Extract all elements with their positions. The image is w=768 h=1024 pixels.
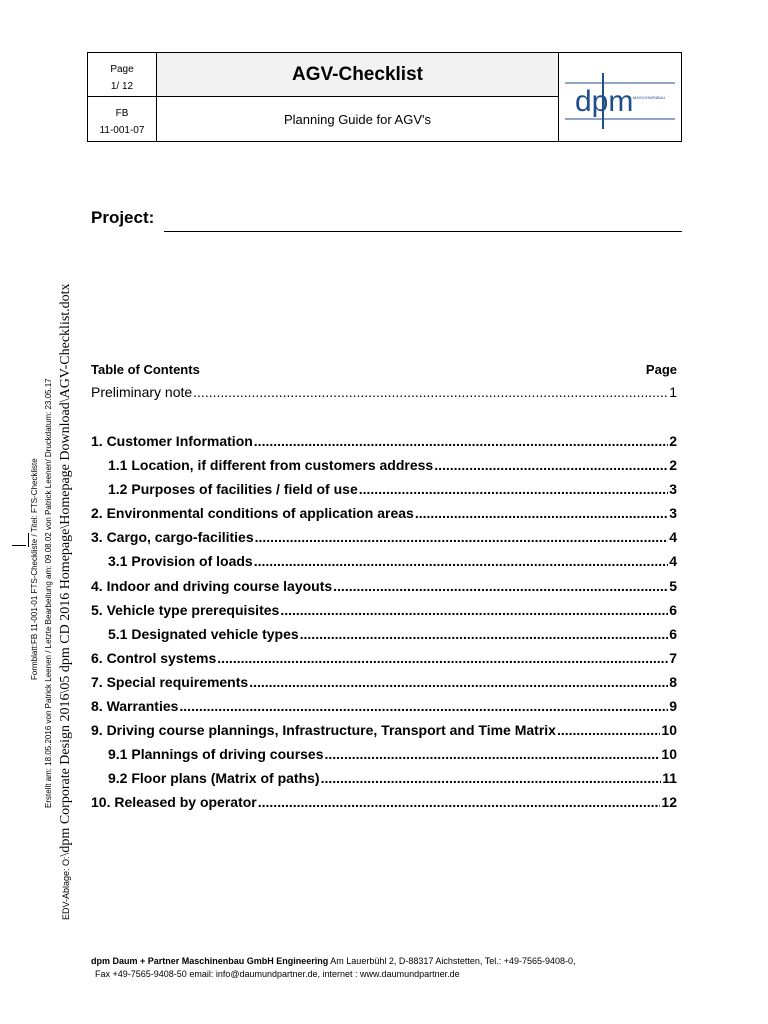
toc-entry[interactable]: 5.1 Designated vehicle types ..... 6 [91, 626, 677, 646]
side-path-prefix: EDV-Ablage: O: [61, 856, 71, 920]
toc-entry[interactable]: 1.1 Location, if different from customers address ..... 2 [91, 457, 677, 477]
toc-title: Table of Contents [91, 362, 200, 377]
toc-entry[interactable]: 1.2 Purposes of facilities / field of use ..... 3 [91, 481, 677, 501]
margin-mark [28, 533, 29, 547]
toc-entry[interactable]: 8. Warranties ..... 9 [91, 698, 677, 718]
footer-line-1 [91, 955, 691, 968]
company-logo [559, 53, 681, 141]
toc-entry[interactable]: 6. Control systems ..... 7 [91, 650, 677, 670]
form-number: 11-001-07 [99, 125, 145, 136]
side-note-created: Erstellt am: 18.05.2016 von Patrick Leenen / Letzte Bearbeitung am: 09.08.02 von Patrick Leenen/ Druckdatum: 23.05.17 [44, 378, 53, 808]
toc-entry[interactable]: 3.1 Provision of loads ..... 4 [91, 553, 677, 573]
toc-entry[interactable]: 4. Indoor and driving course layouts ..... 5 [91, 578, 677, 598]
document-subtitle: Planning Guide for AGV's [157, 97, 559, 141]
form-label: FB [115, 108, 129, 119]
toc-entry[interactable]: 9.1 Plannings of driving courses ..... 10 [91, 746, 677, 766]
footer-contact: Fax +49-7565-9408-50 email: info@daumundpartner.de, internet : www.daumundpartner.de [95, 969, 460, 979]
dpm-logo-icon [565, 71, 675, 131]
footer-company: dpm Daum + Partner Maschinenbau GmbH Engineering [91, 956, 329, 966]
logo-wordmark: dpm [575, 85, 634, 118]
toc-entry[interactable]: 1. Customer Information ..... 2 [91, 433, 677, 453]
toc-entry[interactable]: 10. Released by operator ..... 12 [91, 794, 677, 814]
side-note-path [58, 283, 74, 920]
toc-entry[interactable]: 7. Special requirements ..... 8 [91, 674, 677, 694]
page-label: Page [110, 64, 134, 75]
footer-address: Am Lauerbühl 2, D-88317 Aichstetten, Tel.: +49-7565-9408-0, [328, 956, 576, 966]
page-cell [88, 53, 157, 97]
document-header [87, 52, 682, 142]
toc-entry[interactable]: 9.2 Floor plans (Matrix of paths) ..... 11 [91, 770, 677, 790]
toc-heading [91, 362, 677, 377]
toc-entry[interactable]: Preliminary note ..... 1 [91, 384, 677, 404]
project-label: Project: [91, 208, 155, 227]
side-path: \dpm Corporate Design 2016\05 dpm CD 2016 Homepage\Homepage Download\AGV-Checklist.dotx [58, 283, 73, 857]
document-footer [91, 955, 691, 981]
side-note-form: Formblatt:FB 11-001-01 FTS-Checkliste / Titel: FTS-Checkliste [30, 458, 39, 680]
toc-entry[interactable]: 5. Vehicle type prerequisites ..... 6 [91, 602, 677, 622]
document-title: AGV-Checklist [157, 53, 559, 97]
margin-mark [12, 545, 26, 546]
toc-entry[interactable]: 3. Cargo, cargo-facilities ..... 4 [91, 529, 677, 549]
toc-entry[interactable]: 2. Environmental conditions of application areas ..... 3 [91, 505, 677, 525]
logo-subtext: MASCHINENBAU [633, 95, 666, 100]
toc-entry[interactable]: 9. Driving course plannings, Infrastructure, Transport and Time Matrix ..... 10 [91, 722, 677, 742]
page-number: 1/ 12 [110, 81, 134, 92]
form-number-cell [88, 97, 157, 141]
project-input-line [164, 231, 682, 232]
toc-page-heading: Page [645, 362, 677, 377]
